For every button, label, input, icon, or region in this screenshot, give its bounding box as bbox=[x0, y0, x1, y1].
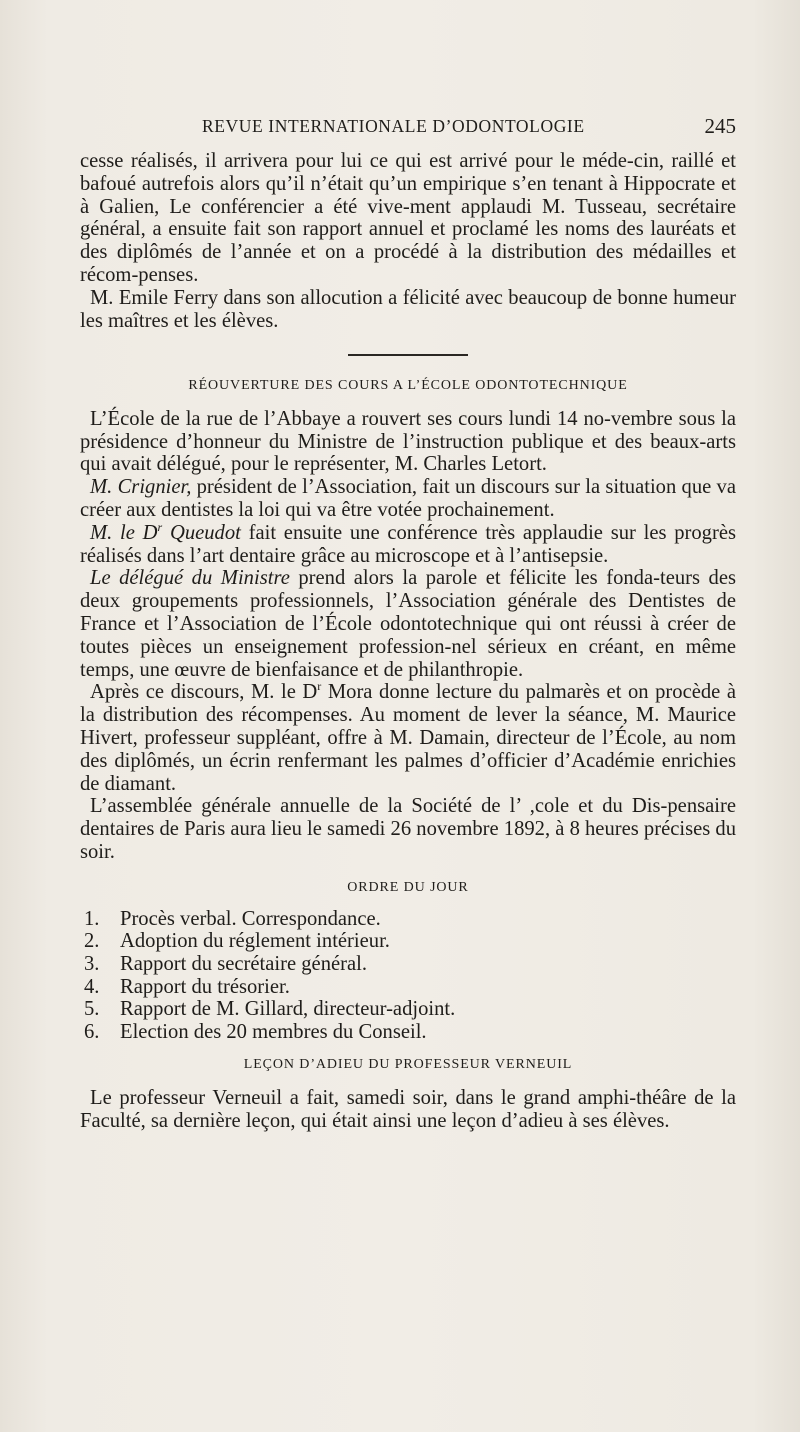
list-item bbox=[80, 908, 736, 931]
item-number: 2. bbox=[84, 930, 100, 953]
item-number: 3. bbox=[84, 953, 100, 975]
article-text bbox=[80, 150, 736, 1133]
paragraph bbox=[80, 567, 736, 681]
running-head bbox=[80, 114, 736, 144]
paragraph: Le professeur Verneuil a fait, samedi soir, dans le grand amphi-théâre de la Faculté, sa dernière leçon, qui était ainsi une leçon d’adieu à ses élèves. bbox=[80, 1087, 736, 1133]
paragraph: L’École de la rue de l’Abbaye a rouvert ses cours lundi 14 no-vembre sous la présidence d’honneur du Ministre de l’instruction publique et des beaux-arts qui avait délégué, pour le représenter, M. Charles Letort. bbox=[80, 407, 736, 476]
speaker-name: Le délégué du Ministre bbox=[90, 567, 290, 590]
item-text: Adoption du réglement intérieur. bbox=[120, 930, 390, 953]
list-item bbox=[80, 930, 736, 953]
paragraph: M. Emile Ferry dans son allocution a félicité avec beaucoup de bonne humeur les maîtres et les élèves. bbox=[80, 286, 736, 332]
item-text: Procès verbal. Correspondance. bbox=[120, 907, 381, 930]
speaker-name-part: M. le D bbox=[90, 521, 158, 544]
paragraph: L’assemblée générale annuelle de la Société de l’ ,cole et du Dis-pensaire dentaires de Paris aura lieu le samedi 26 novembre 1892, à 8 heures précises du soir. bbox=[80, 795, 736, 864]
paragraph-text: Après ce discours, M. le D bbox=[90, 681, 318, 704]
item-number: 5. bbox=[84, 998, 100, 1021]
paragraph-text: fait ensuite une conférence très applaudie sur les progrès réalisés dans l’art dentaire grâce au microscope et à l’antisepsie. bbox=[80, 521, 736, 567]
section-heading: LEÇON D’ADIEU DU PROFESSEUR VERNEUIL bbox=[243, 1057, 573, 1073]
list-item bbox=[80, 1021, 736, 1044]
item-number: 4. bbox=[84, 975, 100, 998]
superscript: r bbox=[317, 679, 322, 694]
agenda-list bbox=[80, 908, 736, 1044]
page-number: 245 bbox=[704, 114, 736, 138]
section-heading: RÉOUVERTURE DES COURS A L’ÉCOLE ODONTOTECHNIQUE bbox=[188, 377, 628, 393]
paragraph bbox=[80, 681, 736, 795]
item-number: 1. bbox=[84, 907, 100, 930]
superscript: r bbox=[157, 520, 163, 534]
item-text: Rapport du trésorier. bbox=[120, 975, 290, 998]
item-text: Rapport du secrétaire général. bbox=[120, 953, 368, 975]
section-divider bbox=[348, 354, 468, 356]
running-title: REVUE INTERNATIONALE D’ODONTOLOGIE bbox=[202, 116, 585, 136]
speaker-name-part: Queudot bbox=[162, 521, 241, 544]
item-number: 6. bbox=[84, 1020, 100, 1043]
speaker-name bbox=[90, 522, 241, 544]
agenda-heading: ORDRE DU JOUR bbox=[347, 879, 469, 895]
paragraph bbox=[80, 476, 736, 522]
speaker-name: M. Crignier, bbox=[90, 476, 192, 499]
list-item bbox=[80, 998, 736, 1021]
list-item bbox=[80, 953, 736, 976]
paragraph-text: prend alors la parole et félicite les fonda-teurs des deux groupements professionnels, l’Association générale des Dentistes de France et l’Association de l’École odontotechnique qui ont réussi à créer de toutes pièces un enseignement profession-nel sérieux en créant, en même temps, une œuvre de bienfaisance et de philanthropie. bbox=[80, 567, 736, 681]
item-text: Rapport de M. Gillard, directeur-adjoint. bbox=[120, 998, 456, 1021]
paragraph: cesse réalisés, il arrivera pour lui ce qui est arrivé pour le méde-cin, raillé et bafoué autrefois alors qu’il n’était qu’un empirique s’en tenant à Hippocrate et à Galien, Le conférencier a été vive-ment applaudi M. Tusseau, secrétaire général, a ensuite fait son rapport annuel et proclamé les noms des lauréats et des diplômés de l’année et on a procédé à la distribution des médailles et récom-penses. bbox=[80, 150, 736, 286]
item-text: Election des 20 membres du Conseil. bbox=[120, 1020, 427, 1043]
list-item bbox=[80, 976, 736, 999]
paragraph-text: président de l’Association, fait un discours sur la situation que va créer aux dentistes la loi qui va être votée prochainement. bbox=[80, 476, 736, 522]
paragraph bbox=[80, 522, 736, 568]
paragraph-text: Mora donne lecture du palmarès et on procède à la distribution des récompenses. Au moment de lever la séance, M. Maurice Hivert, professeur suppléant, offre à M. Damain, directeur de l’École, au nom des diplômés, un écrin renfermant les palmes d’officier d’Académie enrichies de diamant. bbox=[80, 681, 737, 795]
